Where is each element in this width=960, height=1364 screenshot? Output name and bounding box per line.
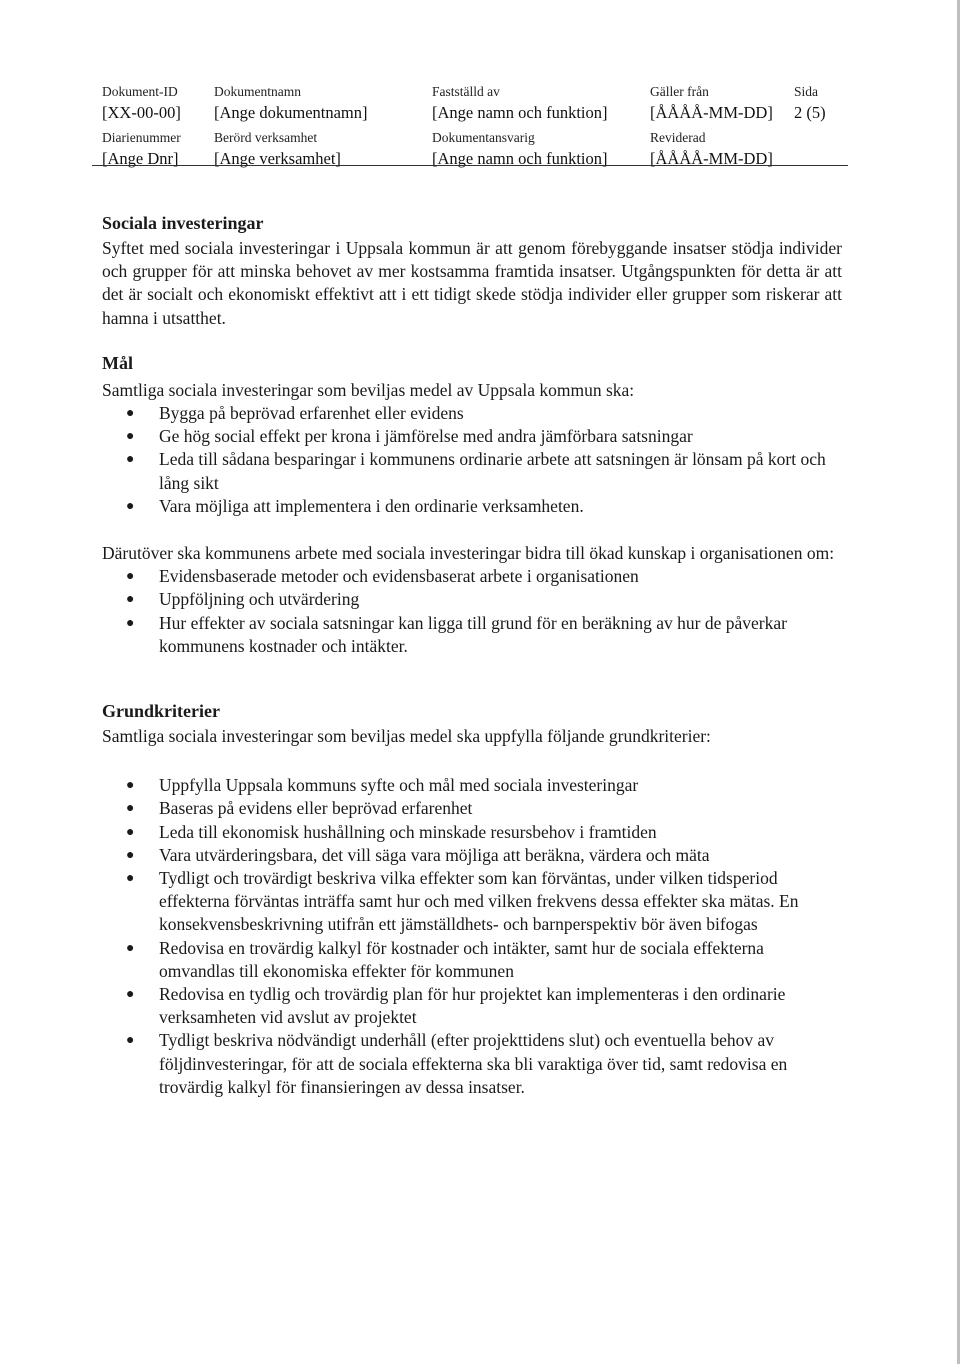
list-item: [102, 612, 842, 658]
header-label: Dokumentansvarig: [432, 130, 535, 145]
header-value: [Ange dokumentnamn]: [214, 103, 368, 122]
list-item: [102, 821, 842, 844]
header-value: [Ange namn och funktion]: [432, 103, 608, 122]
mal-lead-2: Därutöver ska kommunens arbete med sociala investeringar bidra till ökad kunskap i organisationen om:: [102, 543, 835, 564]
header-affected-operation: [214, 130, 341, 170]
grund-list: [102, 774, 842, 1099]
list-item-text: Tydligt och trovärdigt beskriva vilka effekter som kan förväntas, under vilken tidsperiod effekterna förväntas inträffa samt hur och med vilken frekvens dessa effekter ska mätas. En konsekvensbeskrivning utifrån ett jämställdhets- och barnperspektiv bör även bifogas: [159, 868, 799, 935]
bullet-icon: ●: [126, 940, 135, 956]
header-divider: [92, 165, 848, 166]
header-revised: [650, 130, 773, 170]
list-item-text: Uppföljning och utvärdering: [159, 589, 360, 610]
document-header: [102, 84, 848, 176]
list-item-text: Bygga på beprövad erfarenhet eller evidens: [159, 403, 464, 424]
list-item-text: Leda till ekonomisk hushållning och minskade resursbehov i framtiden: [159, 821, 657, 842]
list-item: [102, 937, 842, 983]
header-document-owner: [432, 130, 608, 170]
header-registration-number: [102, 130, 181, 170]
header-row-1: [102, 84, 848, 130]
header-label: Berörd verksamhet: [214, 130, 318, 145]
list-item-text: Leda till sådana besparingar i kommunens ordinarie arbete att satsningen är lönsam på kort och lång sikt: [159, 449, 826, 493]
section-mal: [102, 352, 842, 658]
list-item: [102, 983, 842, 1029]
grund-lead: Samtliga sociala investeringar som beviljas medel ska uppfylla följande grundkriterier:: [102, 726, 711, 747]
header-document-name: [214, 84, 368, 124]
intro-paragraph: Syftet med sociala investeringar i Uppsala kommun är att genom förebyggande insatser stödja individer och grupper för att minska behovet av mer kostsamma framtida insatser. Utgångspunkten för detta är att det är socialt och ekonomiskt effektivt att i ett tidigt skede stödja individer eller grupper som riskerar att hamna i utsatthet.: [102, 238, 842, 328]
section-grundkriterier: [102, 700, 842, 1099]
list-item-text: Hur effekter av sociala satsningar kan ligga till grund för en beräkning av hur de påverkar kommunens kostnader och intäkter.: [159, 612, 787, 656]
list-item: [102, 588, 842, 611]
bullet-icon: ●: [126, 824, 135, 840]
bullet-icon: ●: [126, 778, 135, 794]
bullet-icon: ●: [126, 429, 135, 445]
mal-list-2: [102, 565, 842, 658]
header-value: 2 (5): [794, 103, 826, 122]
list-item: [102, 495, 842, 518]
bullet-icon: ●: [126, 1033, 135, 1049]
header-document-id: [102, 84, 181, 124]
header-valid-from: [650, 84, 773, 124]
bullet-icon: ●: [126, 498, 135, 514]
mal-lead: Samtliga sociala investeringar som beviljas medel av Uppsala kommun ska:: [102, 379, 635, 400]
section-heading: Grundkriterier: [102, 701, 220, 722]
bullet-icon: ●: [126, 801, 135, 817]
header-approved-by: [432, 84, 608, 124]
list-item-text: Evidensbaserade metoder och evidensbaserat arbete i organisationen: [159, 566, 639, 587]
bullet-icon: ●: [126, 871, 135, 887]
bullet-icon: ●: [126, 592, 135, 608]
header-page: [794, 84, 826, 124]
header-label: Gäller från: [650, 84, 709, 99]
list-item-text: Redovisa en tydlig och trovärdig plan för hur projektet kan implementeras i den ordinarie verksamheten vid avslut av projektet: [159, 984, 786, 1028]
header-value: [ÅÅÅÅ-MM-DD]: [650, 149, 773, 168]
list-item: [102, 402, 842, 425]
header-label: Reviderad: [650, 130, 706, 145]
list-item: [102, 867, 842, 937]
list-item-text: Vara utvärderingsbara, det vill säga vara möjliga att beräkna, värdera och mäta: [159, 844, 710, 865]
header-value: [ÅÅÅÅ-MM-DD]: [650, 103, 773, 122]
list-item: [102, 448, 842, 494]
header-label: Dokument-ID: [102, 84, 178, 99]
header-value: [XX-00-00]: [102, 103, 181, 122]
header-label: Diarienummer: [102, 130, 181, 145]
document-body: [102, 212, 842, 1099]
bullet-icon: ●: [126, 615, 135, 631]
header-value: [Ange namn och funktion]: [432, 149, 608, 168]
header-label: Dokumentnamn: [214, 84, 301, 99]
bullet-icon: ●: [126, 847, 135, 863]
list-item: [102, 774, 842, 797]
header-label: Sida: [794, 84, 819, 99]
list-item-text: Redovisa en trovärdig kalkyl för kostnader och intäkter, samt hur de sociala effekterna omvandlas till ekonomiska effekter för kommunen: [159, 937, 764, 981]
mal-list: [102, 402, 842, 518]
list-item-text: Vara möjliga att implementera i den ordinarie verksamheten.: [159, 495, 584, 516]
list-item-text: Baseras på evidens eller beprövad erfarenhet: [159, 798, 473, 819]
section-heading: Mål: [102, 352, 133, 373]
header-value: [Ange Dnr]: [102, 149, 179, 168]
section-heading: Sociala investeringar: [102, 213, 264, 233]
list-item-text: Uppfylla Uppsala kommuns syfte och mål med sociala investeringar: [159, 775, 639, 796]
list-item: [102, 797, 842, 820]
list-item: [102, 844, 842, 867]
list-item: [102, 1029, 842, 1099]
list-item: [102, 425, 842, 448]
header-label: Fastställd av: [432, 84, 500, 99]
section-sociala-investeringar: [102, 212, 842, 330]
bullet-icon: ●: [126, 406, 135, 422]
bullet-icon: ●: [126, 987, 135, 1003]
header-row-2: [102, 130, 848, 176]
header-value: [Ange verksamhet]: [214, 149, 341, 168]
list-item-text: Tydligt beskriva nödvändigt underhåll (efter projekttidens slut) och eventuella behov av följdinvesteringar, för att de sociala effekterna ska bli varaktiga över tid, samt redovisa en trovärdig kalkyl för finansieringen av dessa insatser.: [159, 1030, 788, 1097]
list-item: [102, 565, 842, 588]
bullet-icon: ●: [126, 569, 135, 585]
bullet-icon: ●: [126, 452, 135, 468]
list-item-text: Ge hög social effekt per krona i jämförelse med andra jämförbara satsningar: [159, 426, 693, 447]
